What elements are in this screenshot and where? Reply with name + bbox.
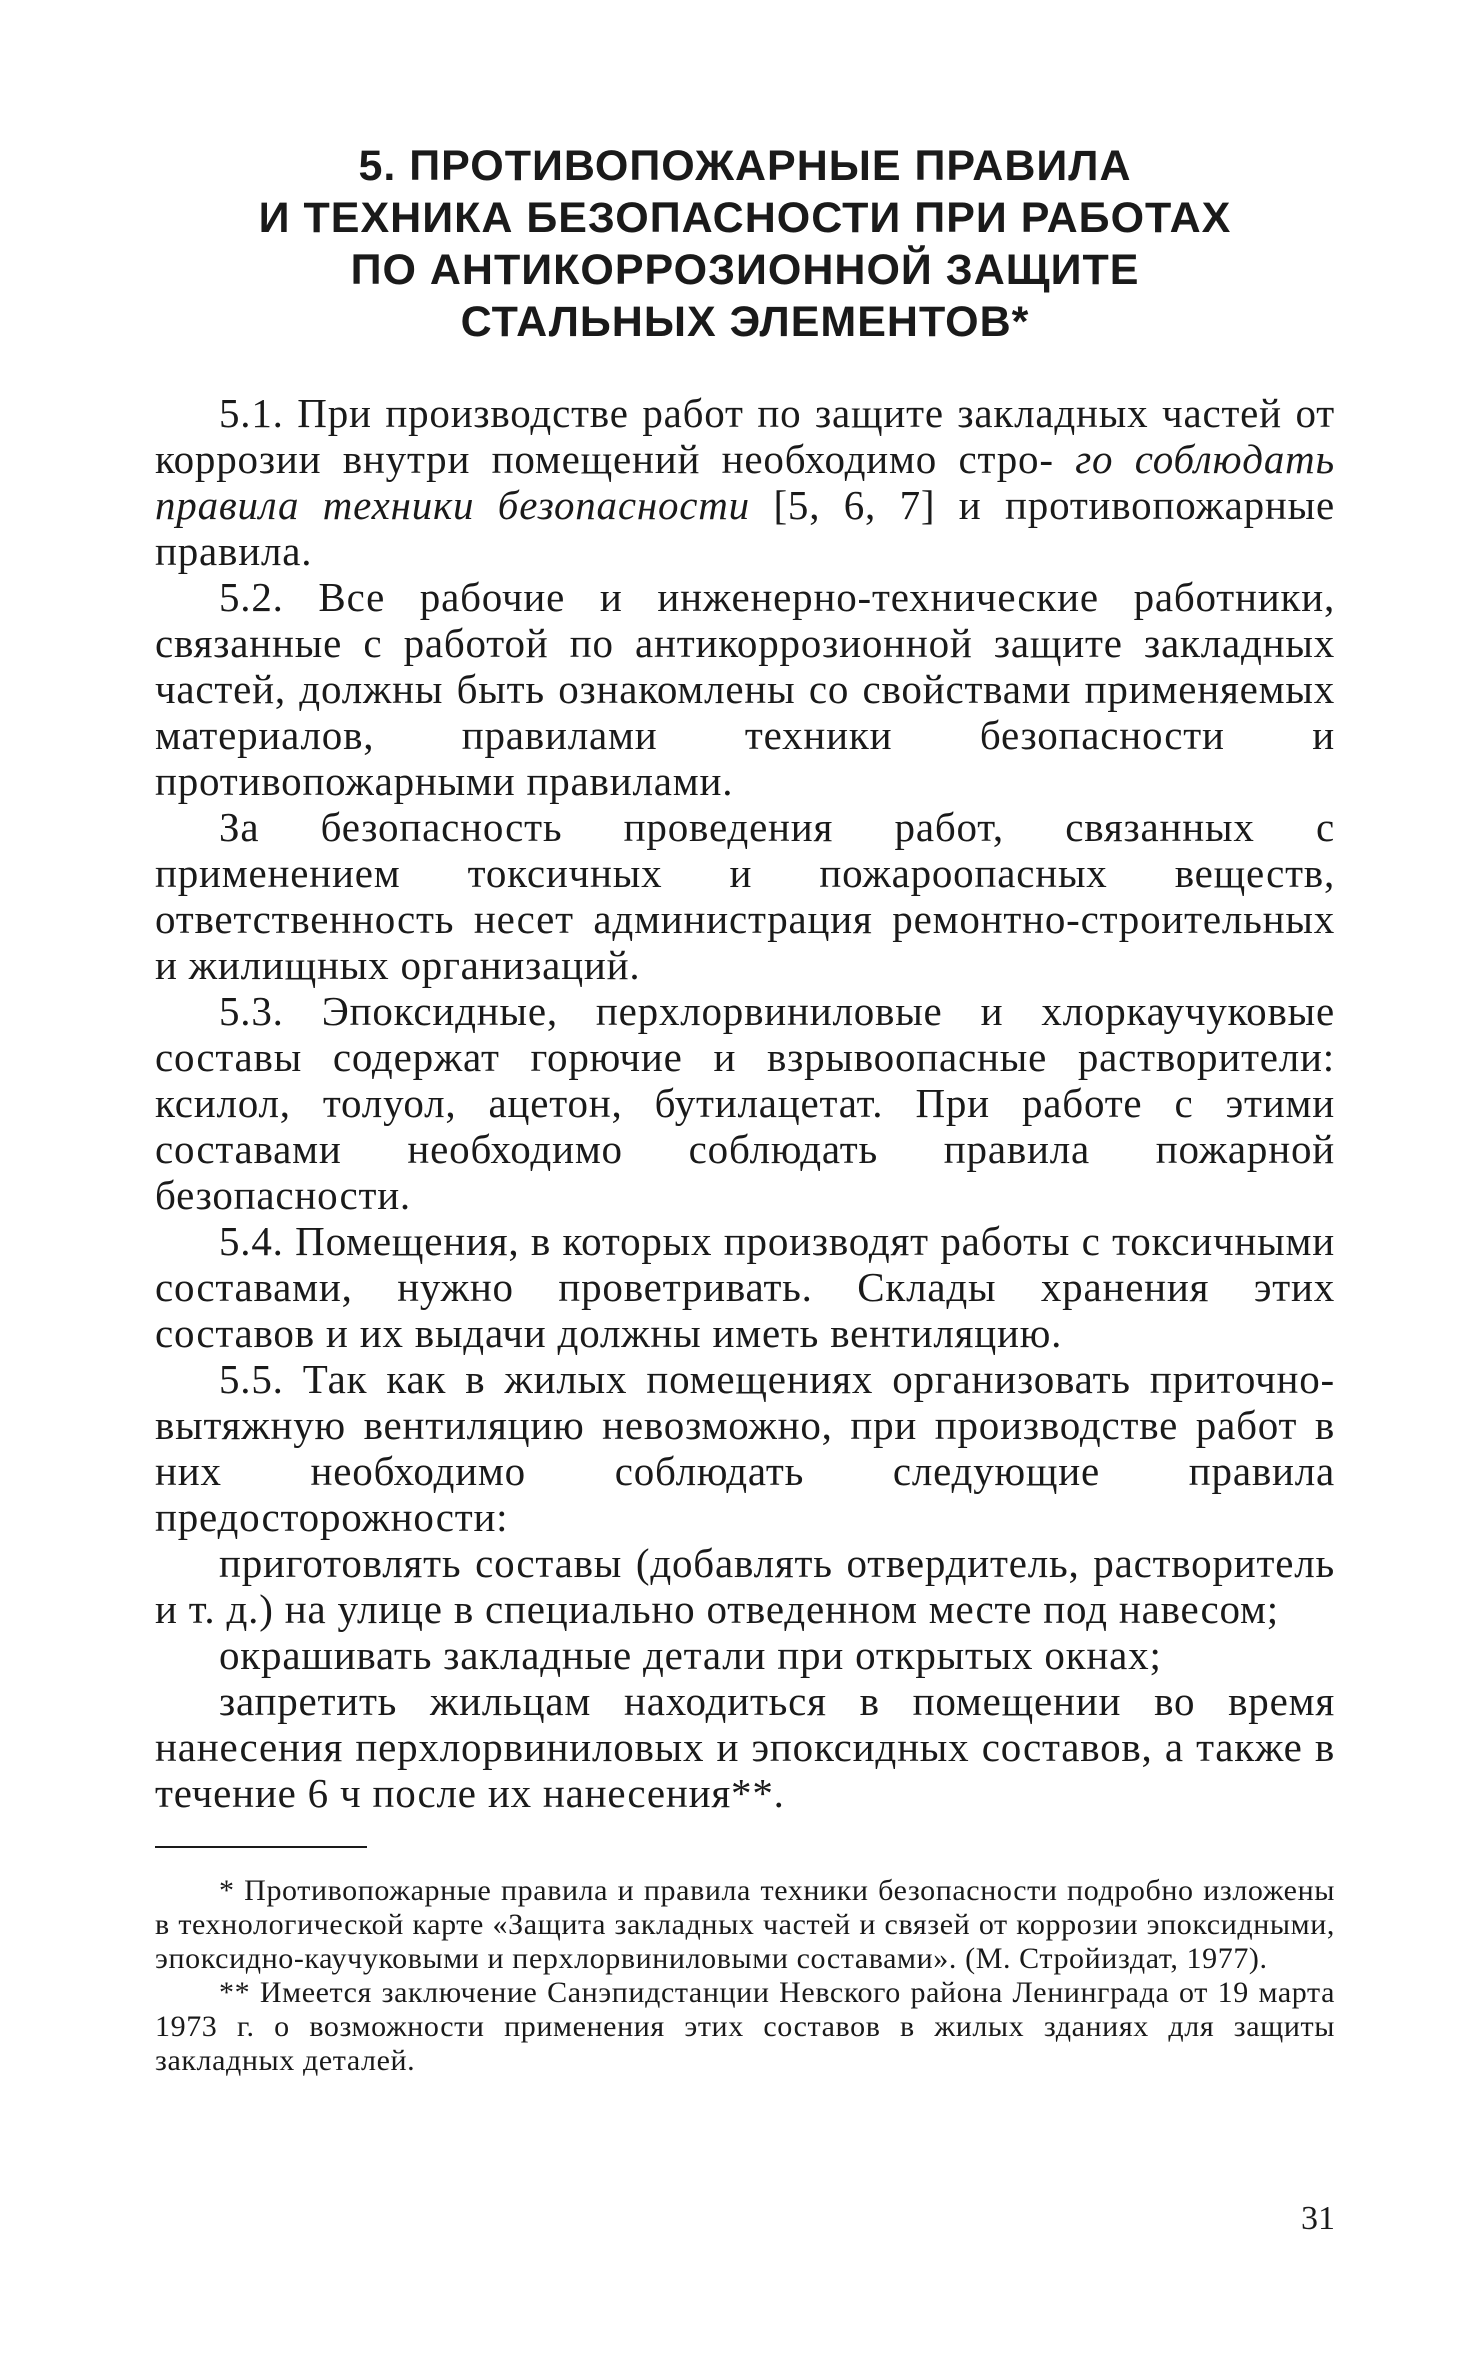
footnote-divider xyxy=(155,1846,367,1848)
paragraph-5-4: 5.4. Помещения, в которых производят работы с токсичными составами, нужно проветривать. Склады хранения этих составов и их выдачи должны иметь вентиляцию. xyxy=(155,1218,1335,1356)
list-item: окрашивать закладные детали при открытых окнах; xyxy=(219,1632,1162,1678)
paragraph-5-1-end: [5, 6, 7] и противопожарные правила. xyxy=(155,482,1335,574)
paragraph-responsibility: За безопасность проведения работ, связанных с применением токсичных и пожароопасных веществ, ответственность несет администрация ремонтно-строительных и жилищных организаций. xyxy=(155,804,1335,988)
document-page xyxy=(155,140,1335,2078)
paragraph-5-1-start: 5.1. При производстве работ по защите закладных частей от коррозии внутри помещений необходимо стро- xyxy=(155,390,1335,482)
footnotes xyxy=(155,1874,1335,2078)
footnote-1: * Противопожарные правила и правила техники безопасности подробно изложены в технологической карте «Защита закладных частей и связей от коррозии эпоксидными, эпоксидно-каучуковыми и перхлорвиниловыми составами». (М. Стройиздат, 1977). xyxy=(155,1874,1335,1975)
paragraph-5-5: 5.5. Так как в жилых помещениях организовать приточно-вытяжную вентиляцию невозможно, при производстве работ в них необходимо соблюдать следующие правила предосторожности: xyxy=(155,1356,1335,1540)
section-title xyxy=(155,140,1335,348)
paragraph-5-1 xyxy=(155,390,1335,574)
footnote-2: ** Имеется заключение Санэпидстанции Невского района Ленинграда от 19 марта 1973 г. о возможности применения этих составов в жилых зданиях для защиты закладных деталей. xyxy=(155,1976,1335,2077)
title-line: И ТЕХНИКА БЕЗОПАСНОСТИ ПРИ РАБОТАХ xyxy=(258,194,1232,242)
title-line: 5. ПРОТИВОПОЖАРНЫЕ ПРАВИЛА xyxy=(358,142,1132,190)
title-line: СТАЛЬНЫХ ЭЛЕМЕНТОВ* xyxy=(460,298,1030,346)
body-text xyxy=(155,390,1335,1816)
page-number: 31 xyxy=(1301,2200,1335,2237)
list-item: приготовлять составы (добавлять отвердитель, растворитель и т. д.) на улице в специально отведенном месте под навесом; xyxy=(155,1540,1335,1632)
paragraph-5-3: 5.3. Эпоксидные, перхлорвиниловые и хлоркаучуковые составы содержат горючие и взрывоопасные растворители: ксилол, толуол, ацетон, бутилацетат. При работе с этими составами необходимо соблюдать правила пожарной безопасности. xyxy=(155,988,1335,1218)
title-line: ПО АНТИКОРРОЗИОННОЙ ЗАЩИТЕ xyxy=(350,246,1140,294)
paragraph-5-2: 5.2. Все рабочие и инженерно-технические работники, связанные с работой по антикоррозионной защите закладных частей, должны быть ознакомлены со свойствами применяемых материалов, правилами техники безопасности и противопожарными правилами. xyxy=(155,574,1335,804)
list-item: запретить жильцам находиться в помещении во время нанесения перхлорвиниловых и эпоксидных составов, а также в течение 6 ч после их нанесения**. xyxy=(155,1678,1335,1816)
paragraph-5-1-emphasis: го соблюдать правила техники безопасности xyxy=(155,436,1335,528)
